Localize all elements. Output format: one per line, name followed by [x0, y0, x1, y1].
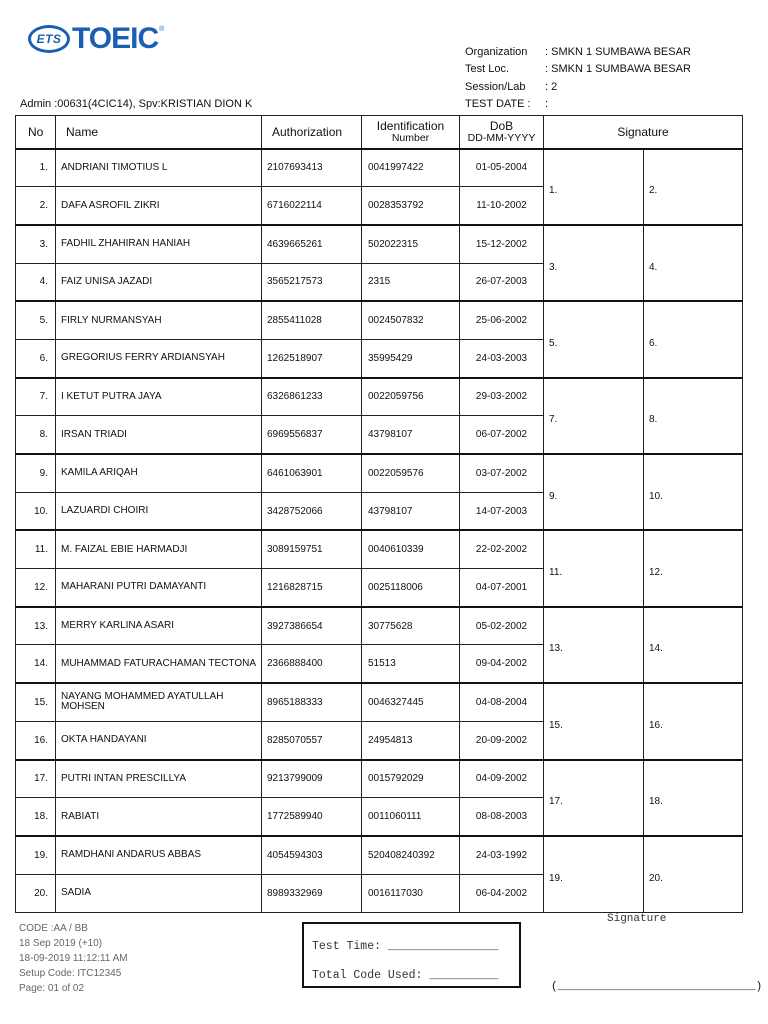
identification-number: 0022059756: [362, 378, 460, 416]
signature-slot[interactable]: 2.: [644, 149, 743, 225]
signature-slot[interactable]: 4.: [644, 225, 743, 301]
participant-name: M. FAIZAL EBIE HARMADJI: [56, 530, 262, 568]
header-identification-sub: Number: [391, 131, 430, 144]
row-number: 4.: [16, 263, 56, 301]
footer-timestamp: 18-09-2019 11:12:11 AM: [19, 953, 128, 964]
participant-roster-table: [15, 115, 743, 913]
authorization-code: 3565217573: [262, 263, 362, 301]
date-of-birth: 08-08-2003: [460, 798, 544, 836]
info-label: TEST DATE :: [465, 97, 531, 110]
table-row: [16, 149, 743, 187]
authorization-code: 6969556837: [262, 416, 362, 454]
identification-number: 0016117030: [362, 874, 460, 912]
date-of-birth: 20-09-2002: [460, 721, 544, 759]
identification-number: 51513: [362, 645, 460, 683]
row-number: 10.: [16, 492, 56, 530]
authorization-code: 4639665261: [262, 225, 362, 263]
row-number: 5.: [16, 301, 56, 339]
authorization-code: 3428752066: [262, 492, 362, 530]
footer-setup-code: Setup Code: ITC12345: [19, 968, 122, 979]
signature-slot[interactable]: 13.: [544, 607, 644, 683]
header-identification-title: Identification: [376, 118, 445, 133]
info-label: Test Loc.: [465, 63, 510, 76]
toeic-logo-text: TOEIC: [72, 22, 159, 55]
date-of-birth: 03-07-2002: [460, 454, 544, 492]
table-header-row: [16, 116, 743, 149]
date-of-birth: 29-03-2002: [460, 378, 544, 416]
admin-supervisor-line: Admin :00631(4CIC14), Spv:KRISTIAN DION K: [20, 98, 253, 110]
info-value: : SMKN 1 SUMBAWA BESAR: [545, 63, 691, 76]
participant-name: ANDRIANI TIMOTIUS L: [56, 149, 262, 187]
row-number: 15.: [16, 683, 56, 721]
row-number: 17.: [16, 760, 56, 798]
participant-name: DAFA ASROFIL ZIKRI: [56, 187, 262, 225]
date-of-birth: 14-07-2003: [460, 492, 544, 530]
info-value: : 2: [545, 80, 558, 93]
participant-name: OKTA HANDAYANI: [56, 721, 262, 759]
row-number: 19.: [16, 836, 56, 874]
participant-name: IRSAN TRIADI: [56, 416, 262, 454]
row-number: 6.: [16, 339, 56, 377]
identification-number: 2315: [362, 263, 460, 301]
identification-number: 502022315: [362, 225, 460, 263]
date-of-birth: 05-02-2002: [460, 607, 544, 645]
header-signature: Signature: [544, 116, 743, 149]
signature-slot[interactable]: 5.: [544, 301, 644, 377]
participant-name: KAMILA ARIQAH: [56, 454, 262, 492]
total-code-used-field: Total Code Used: __________: [312, 969, 499, 982]
supervisor-signature-line: (______________________________): [551, 981, 763, 993]
identification-number: 0040610339: [362, 530, 460, 568]
authorization-code: 8965188333: [262, 683, 362, 721]
table-row: [16, 454, 743, 492]
date-of-birth: 09-04-2002: [460, 645, 544, 683]
date-of-birth: 11-10-2002: [460, 187, 544, 225]
signature-slot[interactable]: 18.: [644, 760, 743, 836]
participant-name: I KETUT PUTRA JAYA: [56, 378, 262, 416]
signature-slot[interactable]: 6.: [644, 301, 743, 377]
supervisor-signature-label: Signature: [607, 913, 667, 925]
date-of-birth: 26-07-2003: [460, 263, 544, 301]
row-number: 18.: [16, 798, 56, 836]
row-number: 12.: [16, 569, 56, 607]
participant-name: RABIATI: [56, 798, 262, 836]
registered-mark: ®: [159, 26, 165, 33]
participant-name: FAIZ UNISA JAZADI: [56, 263, 262, 301]
signature-slot[interactable]: 1.: [544, 149, 644, 225]
test-info-block: [465, 44, 691, 113]
signature-slot[interactable]: 10.: [644, 454, 743, 530]
signature-slot[interactable]: 9.: [544, 454, 644, 530]
date-of-birth: 24-03-2003: [460, 339, 544, 377]
authorization-code: 1772589940: [262, 798, 362, 836]
authorization-code: 8285070557: [262, 721, 362, 759]
authorization-code: 6461063901: [262, 454, 362, 492]
table-row: [16, 760, 743, 798]
row-number: 8.: [16, 416, 56, 454]
authorization-code: 2855411028: [262, 301, 362, 339]
authorization-code: 1216828715: [262, 569, 362, 607]
signature-slot[interactable]: 8.: [644, 378, 743, 454]
signature-slot[interactable]: 20.: [644, 836, 743, 912]
authorization-code: 3089159751: [262, 530, 362, 568]
signature-slot[interactable]: 12.: [644, 530, 743, 606]
ets-logo-badge: ETS: [28, 25, 70, 53]
info-label: Organization: [465, 46, 528, 58]
identification-number: 24954813: [362, 721, 460, 759]
table-row: [16, 378, 743, 416]
identification-number: 43798107: [362, 492, 460, 530]
row-number: 2.: [16, 187, 56, 225]
signature-slot[interactable]: 19.: [544, 836, 644, 912]
identification-number: 520408240392: [362, 836, 460, 874]
signature-slot[interactable]: 15.: [544, 683, 644, 759]
table-row: [16, 683, 743, 721]
authorization-code: 2366888400: [262, 645, 362, 683]
info-test-location: [465, 61, 691, 78]
identification-number: 0011060111: [362, 798, 460, 836]
header-name: Name: [56, 116, 262, 149]
authorization-code: 6326861233: [262, 378, 362, 416]
identification-number: 0022059576: [362, 454, 460, 492]
authorization-code: 4054594303: [262, 836, 362, 874]
date-of-birth: 04-09-2002: [460, 760, 544, 798]
signature-slot[interactable]: 16.: [644, 683, 743, 759]
header-authorization: Authorization: [262, 116, 362, 149]
row-number: 13.: [16, 607, 56, 645]
signature-slot[interactable]: 14.: [644, 607, 743, 683]
signature-slot[interactable]: 7.: [544, 378, 644, 454]
date-of-birth: 01-05-2004: [460, 149, 544, 187]
identification-number: 0024507832: [362, 301, 460, 339]
table-row: [16, 301, 743, 339]
header-no: No: [16, 116, 56, 149]
info-value: :: [545, 97, 549, 110]
participant-name: FIRLY NURMANSYAH: [56, 301, 262, 339]
participant-name: MERRY KARLINA ASARI: [56, 607, 262, 645]
authorization-code: 2107693413: [262, 149, 362, 187]
table-row: [16, 225, 743, 263]
identification-number: 35995429: [362, 339, 460, 377]
header-dob-format: DD-MM-YYYY: [467, 131, 536, 144]
participant-name: MUHAMMAD FATURACHAMAN TECTONA: [56, 645, 262, 683]
participant-name: LAZUARDI CHOIRI: [56, 492, 262, 530]
date-of-birth: 06-07-2002: [460, 416, 544, 454]
row-number: 14.: [16, 645, 56, 683]
row-number: 16.: [16, 721, 56, 759]
participant-name: PUTRI INTAN PRESCILLYA: [56, 760, 262, 798]
row-number: 9.: [16, 454, 56, 492]
authorization-code: 3927386654: [262, 607, 362, 645]
participant-name: MAHARANI PUTRI DAMAYANTI: [56, 569, 262, 607]
footer-date: 18 Sep 2019 (+10): [19, 938, 103, 949]
table-row: [16, 530, 743, 568]
row-number: 7.: [16, 378, 56, 416]
date-of-birth: 06-04-2002: [460, 874, 544, 912]
participant-name: NAYANG MOHAMMED AYATULLAH MOHSEN: [56, 683, 262, 721]
authorization-code: 8989332969: [262, 874, 362, 912]
info-session-lab: [465, 79, 691, 96]
signature-slot[interactable]: 11.: [544, 530, 644, 606]
participant-name: FADHIL ZHAHIRAN HANIAH: [56, 225, 262, 263]
identification-number: 0046327445: [362, 683, 460, 721]
participant-name: GREGORIUS FERRY ARDIANSYAH: [56, 339, 262, 377]
authorization-code: 6716022114: [262, 187, 362, 225]
header-dob-title: DoB: [489, 118, 514, 133]
info-label: Session/Lab: [465, 80, 526, 93]
date-of-birth: 15-12-2002: [460, 225, 544, 263]
roster-body: [16, 149, 743, 913]
identification-number: 0025118006: [362, 569, 460, 607]
identification-number: 0041997422: [362, 149, 460, 187]
table-row: [16, 607, 743, 645]
table-row: [16, 836, 743, 874]
footer-meta: [19, 921, 128, 996]
row-number: 11.: [16, 530, 56, 568]
info-organization: [465, 44, 691, 61]
identification-number: 0028353792: [362, 187, 460, 225]
identification-number: 0015792029: [362, 760, 460, 798]
row-number: 1.: [16, 149, 56, 187]
date-of-birth: 04-07-2001: [460, 569, 544, 607]
participant-name: RAMDHANI ANDARUS ABBAS: [56, 836, 262, 874]
footer-code: CODE :AA / BB: [19, 923, 88, 934]
authorization-code: 1262518907: [262, 339, 362, 377]
date-of-birth: 22-02-2002: [460, 530, 544, 568]
date-of-birth: 25-06-2002: [460, 301, 544, 339]
signature-slot[interactable]: 17.: [544, 760, 644, 836]
participant-name: SADIA: [56, 874, 262, 912]
info-test-date: [465, 96, 691, 113]
header-identification: [362, 116, 460, 149]
authorization-code: 9213799009: [262, 760, 362, 798]
test-time-field: Test Time: ________________: [312, 940, 499, 953]
date-of-birth: 04-08-2004: [460, 683, 544, 721]
signature-slot[interactable]: 3.: [544, 225, 644, 301]
info-value: : SMKN 1 SUMBAWA BESAR: [545, 46, 691, 58]
identification-number: 43798107: [362, 416, 460, 454]
footer-page-number: Page: 01 of 02: [19, 983, 85, 994]
row-number: 3.: [16, 225, 56, 263]
row-number: 20.: [16, 874, 56, 912]
header-dob: [460, 116, 544, 149]
test-summary-box: [302, 922, 521, 988]
toeic-logo: [28, 22, 164, 56]
date-of-birth: 24-03-1992: [460, 836, 544, 874]
identification-number: 30775628: [362, 607, 460, 645]
